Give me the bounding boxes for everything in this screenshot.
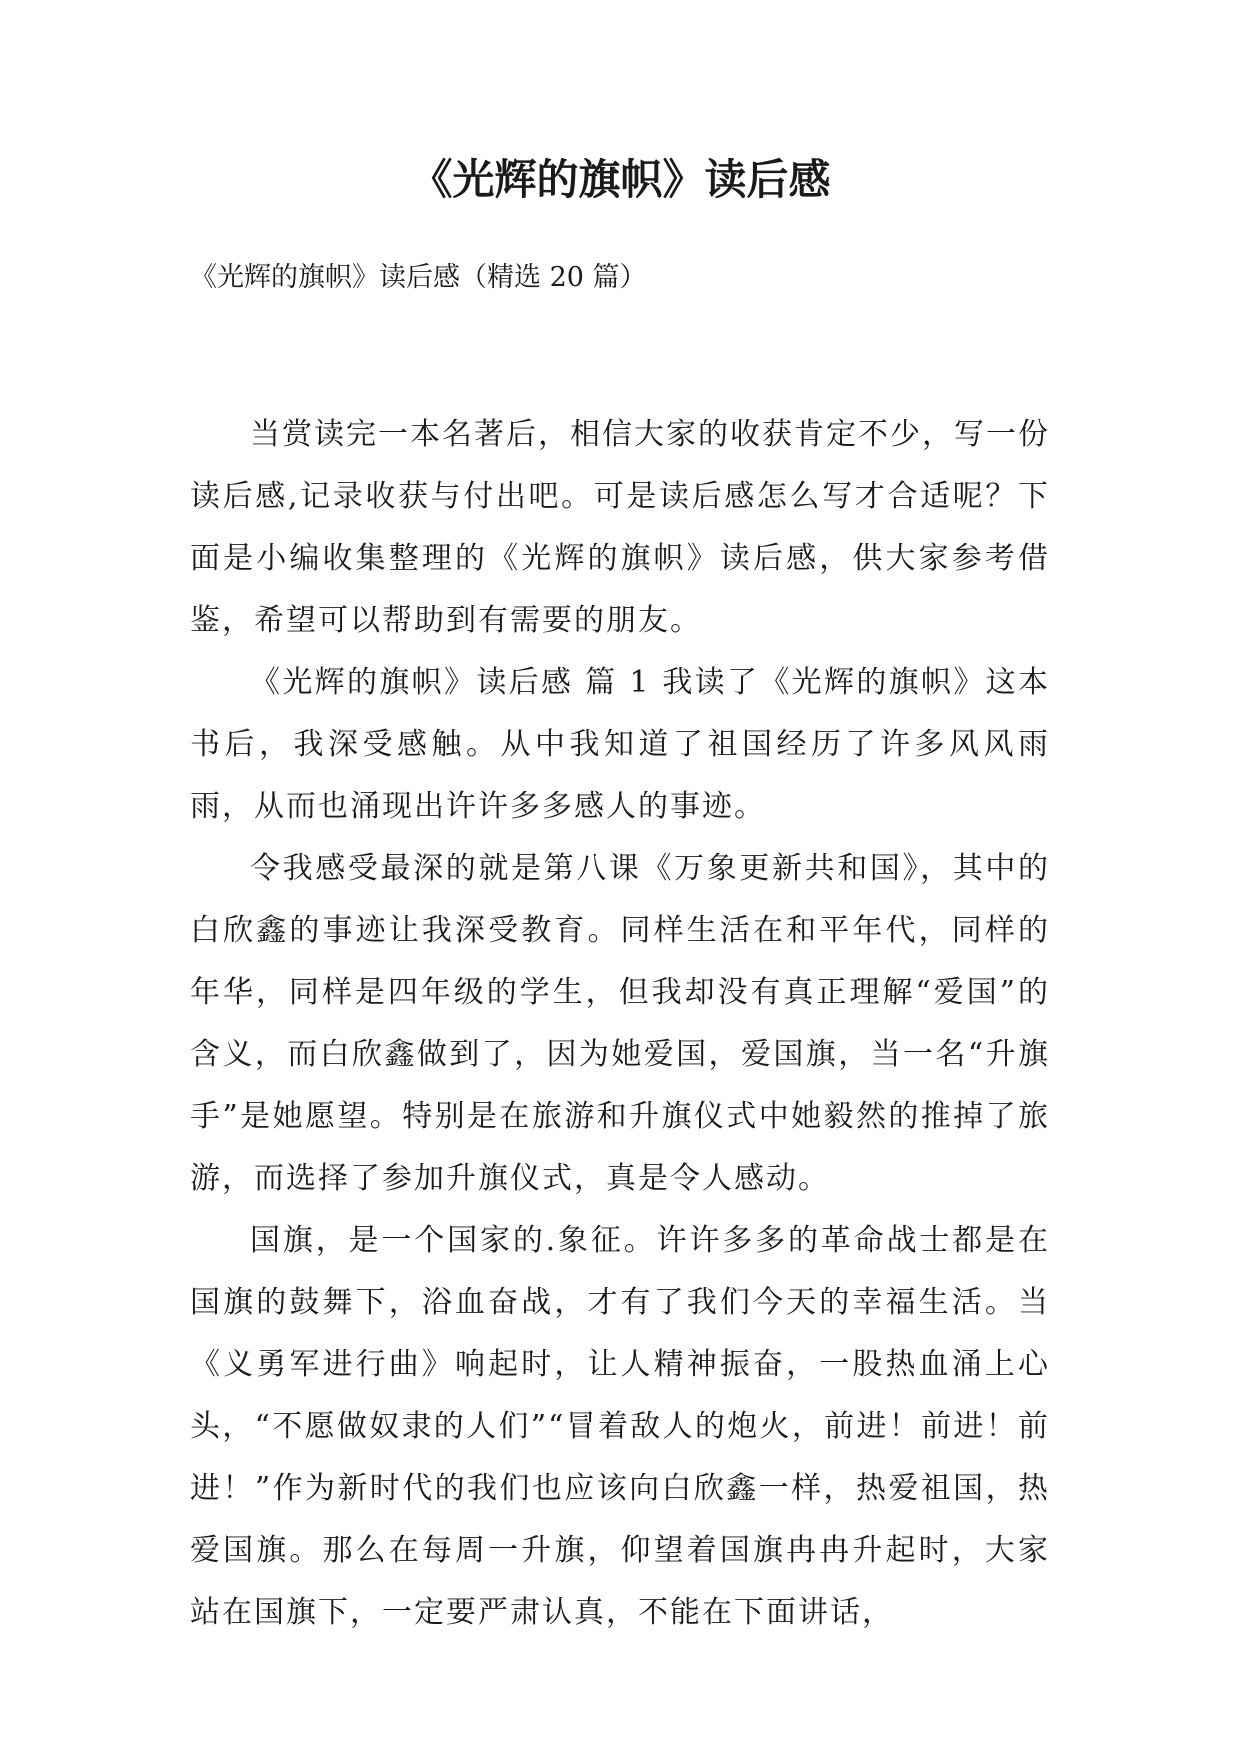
paragraph-intro: 当赏读完一本名著后，相信大家的收获肯定不少，写一份读后感,记录收获与付出吧。可是读后感怎么写才合适呢？下面是小编收集整理的《光辉的旗帜》读后感，供大家参考借鉴，希望可以帮助到有需要的朋友。 [190, 417, 1050, 638]
document-subtitle: 《光辉的旗帜》读后感（精选 20 篇） [190, 262, 647, 293]
paragraph-article-1-flag: 国旗，是一个国家的.象征。许许多多的革命战士都是在国旗的鼓舞下，浴血奋战，才有了我们今天的幸福生活。当《义勇军进行曲》响起时，让人精神振奋，一股热血涌上心头，“不愿做奴隶的人们”“冒着敌人的炮火，前进！前进！前进！”作为新时代的我们也应该向白欣鑫一样，热爱祖国，热爱国旗。那么在每周一升旗，仰望着国旗冉冉升起时，大家站在国旗下，一定要严肃认真，不能在下面讲话， [190, 1223, 1050, 1630]
paragraph-article-1-story: 令我感受最深的就是第八课《万象更新共和国》，其中的白欣鑫的事迹让我深受教育。同样生活在和平年代，同样的年华，同样是四年级的学生，但我却没有真正理解“爱国”的含义，而白欣鑫做到了，因为她爱国，爱国旗，当一名“升旗手”是她愿望。特别是在旅游和升旗仪式中她毅然的推掉了旅游，而选择了参加升旗仪式，真是令人感动。 [190, 851, 1050, 1196]
document-body [190, 404, 1050, 1644]
document-title: 《光辉的旗帜》读后感 [410, 155, 831, 204]
paragraph-article-1-opening: 《光辉的旗帜》读后感 篇 1 我读了《光辉的旗帜》这本书后，我深受感触。从中我知道了祖国经历了许多风风雨雨，从而也涌现出许许多多感人的事迹。 [190, 665, 1050, 824]
